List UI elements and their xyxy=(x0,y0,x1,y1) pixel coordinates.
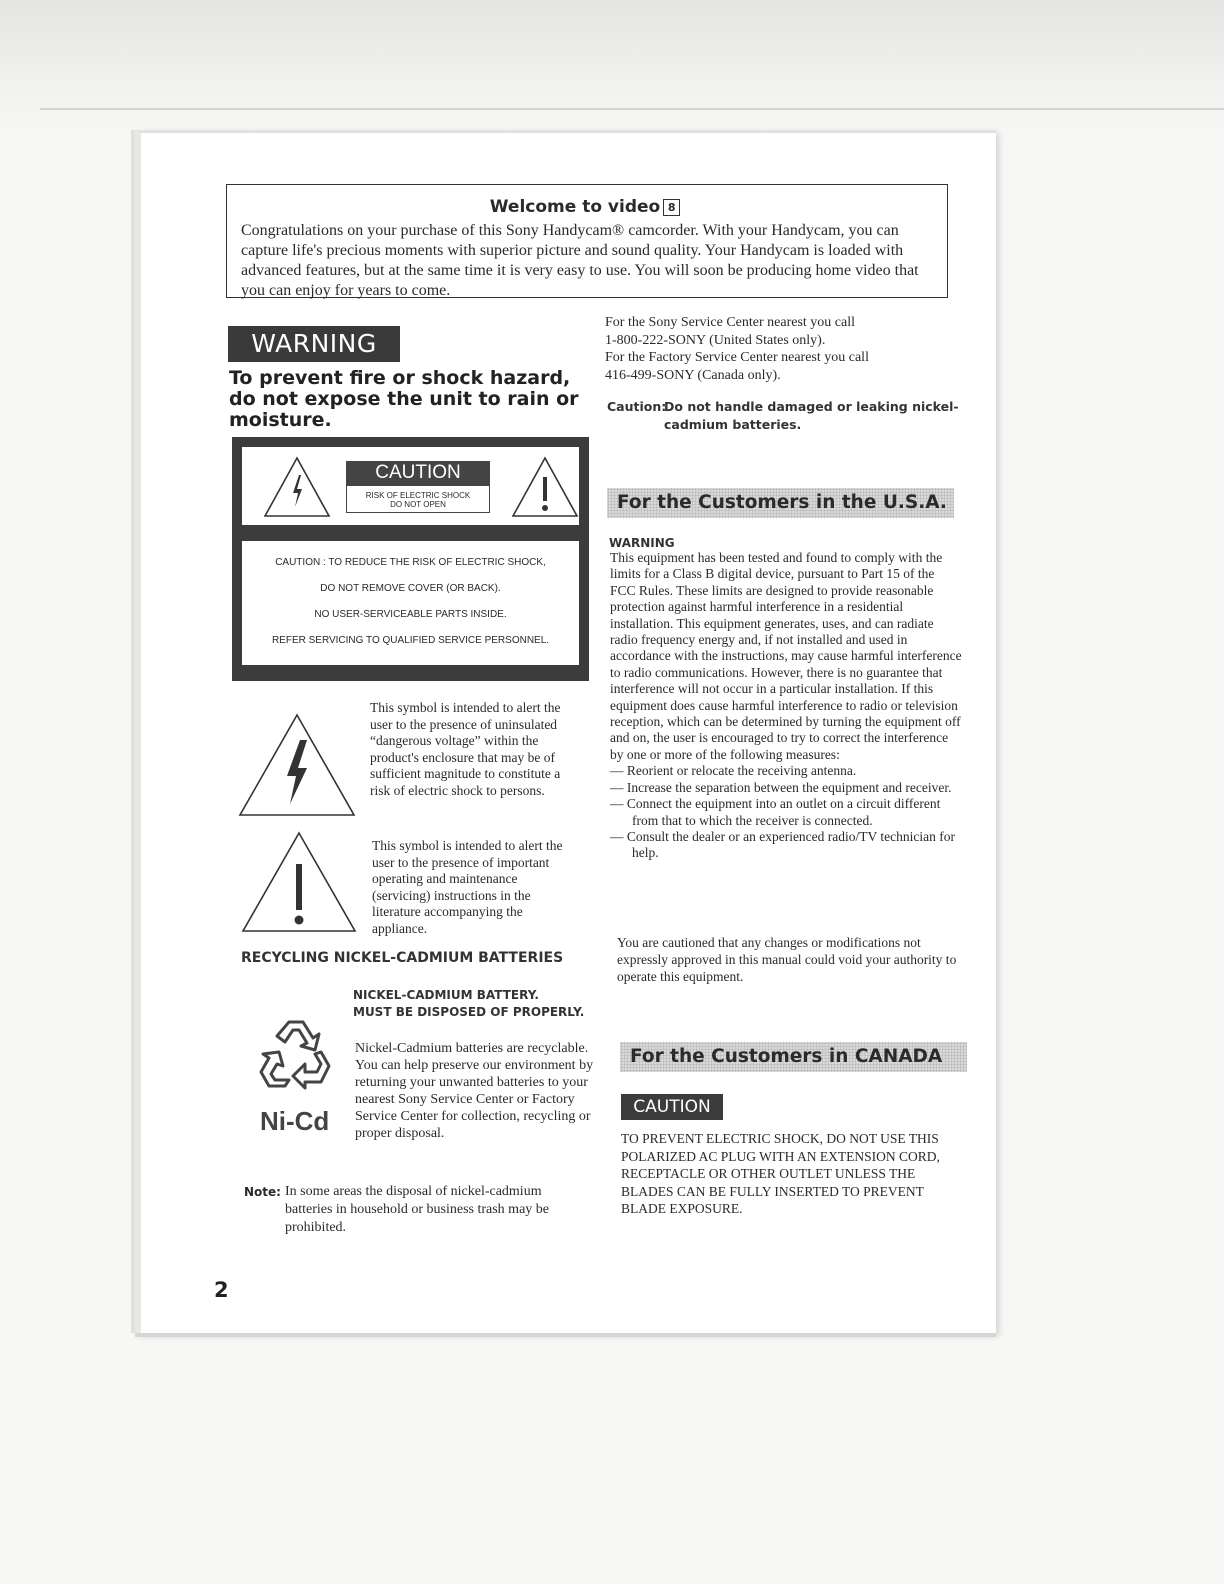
service-center-info: For the Sony Service Center nearest you call 1-800-222-SONY (United States only). For the Factory Service Center nearest you call 416-499-SONY (Canada only). xyxy=(605,315,869,383)
caution-label-text: CAUTION : TO REDUCE THE RISK OF ELECTRIC SHOCK, DO NOT REMOVE COVER (OR BACK). NO USER-SERVICEABLE PARTS INSIDE. REFER SERVICING TO QUALIFIED SERVICE PERSONNEL. xyxy=(242,541,579,665)
lightning-triangle-icon xyxy=(262,455,332,519)
measure-item: — Consult the dealer or an experienced radio/TV technician for help. xyxy=(610,828,955,861)
fcc-body: This equipment has been tested and found to comply with the limits for a Class B digital device, pursuant to Part 15 of the FCC Rules. These limits are designed to provide reasonable protection against harmful interference in a residential installation. This equipment generates, uses, and can radiate radio frequency energy and, if not installed and used in accordance with the instructions, may cause harmful interference to radio communications. However, there is no guarantee that interference will not occur in a particular installation. If this equipment does cause harmful interference to radio or television reception, which can be determined by turning the equipment off and on, the user is encouraged to try to correct the interference by one or more of the following measures: xyxy=(610,550,962,762)
usa-banner: For the Customers in the U.S.A. xyxy=(607,488,954,518)
nicd-disposal-heading: NICKEL-CADMIUM BATTERY. MUST BE DISPOSED OF PROPERLY. xyxy=(353,988,585,1019)
canada-banner: For the Customers in CANADA xyxy=(620,1042,967,1072)
usa-warning-heading: WARNING xyxy=(609,536,675,550)
recycling-body: Nickel-Cadmium batteries are recyclable. You can help preserve our environment by returning your unwanted batteries to your nearest Sony Service Center or Factory Service Center for collection, recycling or proper disposal. xyxy=(355,1041,594,1141)
measure-item: — Increase the separation between the equipment and receiver. xyxy=(610,779,952,795)
welcome-title: Welcome to video 8 xyxy=(241,197,929,217)
canada-caution-badge: CAUTION xyxy=(621,1094,723,1120)
voltage-symbol-text: This symbol is intended to alert the user to the presence of uninsulated “dangerous voltage” within the product's enclosure that may be of sufficient magnitude to constitute a risk of electric shock to persons. xyxy=(370,700,561,798)
battery-caution: Caution:Do not handle damaged or leaking nickel- cadmium batteries. xyxy=(607,399,959,432)
exclamation-triangle-icon xyxy=(510,455,580,519)
caution-label-top xyxy=(242,447,579,525)
modifications-caution: You are cautioned that any changes or modifications not expressly approved in this manual could void your authority to operate this equipment. xyxy=(617,935,957,984)
battery-caution-label: Caution: xyxy=(607,399,667,414)
note-label: Note: xyxy=(244,1185,281,1199)
measure-item: — Reorient or relocate the receiving antenna. xyxy=(610,763,857,779)
caution-label xyxy=(232,437,589,681)
caution-label-risk: RISK OF ELECTRIC SHOCK DO NOT OPEN xyxy=(346,485,490,513)
fcc-statement xyxy=(610,550,962,862)
warning-badge: WARNING xyxy=(228,326,400,362)
welcome-box xyxy=(226,184,948,298)
fire-shock-warning: To prevent fire or shock hazard, do not expose the unit to rain or moisture. xyxy=(229,367,579,431)
measure-item: — Connect the equipment into an outlet on a circuit different from that to which the receiver is connected. xyxy=(610,796,941,828)
video8-mark-icon: 8 xyxy=(663,199,680,216)
canada-caution-text: TO PREVENT ELECTRIC SHOCK, DO NOT USE THIS POLARIZED AC PLUG WITH AN EXTENSION CORD, RECEPTACLE OR OTHER OUTLET UNLESS THE BLADES CAN BE FULLY INSERTED TO PREVENT BLADE EXPOSURE. xyxy=(621,1131,940,1216)
scan-edge-line xyxy=(40,108,1224,110)
recycle-icon xyxy=(255,1016,339,1094)
nicd-logo: Ni-Cd xyxy=(260,1106,330,1136)
attention-icon xyxy=(240,830,358,934)
note-body: In some areas the disposal of nickel-cadmium batteries in household or business trash may be prohibited. xyxy=(285,1184,550,1235)
caution-label-badge: CAUTION xyxy=(346,461,490,485)
scan-background xyxy=(0,0,1224,140)
recycling-heading: RECYCLING NICKEL-CADMIUM BATTERIES xyxy=(241,950,564,966)
dangerous-voltage-icon xyxy=(237,712,357,818)
welcome-body: Congratulations on your purchase of this Sony Handycam® camcorder. With your Handycam, you can capture life's precious moments with superior picture and sound quality. Your Handycam is loaded with advanced features, but at the same time it is very easy to use. You will soon be producing home video that you can enjoy for years to come. xyxy=(241,222,919,299)
attention-symbol-text: This symbol is intended to alert the user to the presence of important operating and maintenance (servicing) instructions in the literature accompanying the appliance. xyxy=(372,838,563,936)
page-number: 2 xyxy=(214,1278,229,1302)
disposal-note xyxy=(244,1183,584,1235)
